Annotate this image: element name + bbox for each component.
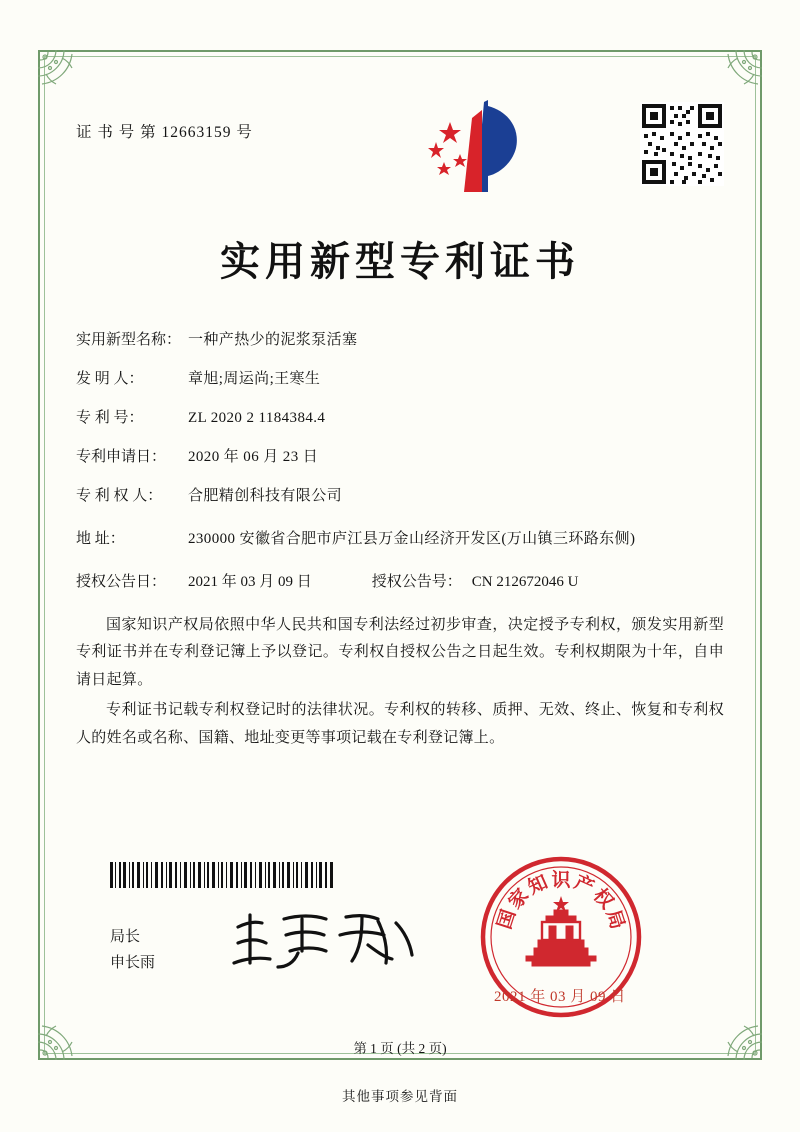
barcode-icon <box>110 862 335 888</box>
legal-paragraph-1: 国家知识产权局依照中华人民共和国专利法经过初步审查，决定授予专利权，颁发实用新型专利证书并在专利登记簿上予以登记。专利权自授权公告之日起生效。专利权期限为十年，自申请日起算。 <box>76 616 724 688</box>
page-footer: 第 1 页 (共 2 页) <box>353 1041 447 1056</box>
handwritten-signature-icon <box>228 905 428 975</box>
field-label: 实用新型名称： <box>76 332 182 348</box>
field-label: 专利申请日： <box>76 449 167 465</box>
field-row-inventor <box>76 372 724 387</box>
field-value: 合肥精创科技有限公司 <box>188 488 343 504</box>
svg-text:权: 权 <box>588 885 618 914</box>
field-row-application-date <box>76 450 724 465</box>
svg-text:局: 局 <box>601 907 628 932</box>
svg-text:国: 国 <box>494 907 521 932</box>
legal-paragraph-2: 专利证书记载专利权登记时的法律状况。专利权的转移、质押、无效、终止、恢复和专利权人的姓名或名称、国籍、地址变更等事项记载在专利登记簿上。 <box>76 701 724 746</box>
field-label: 发 明 人： <box>76 371 144 387</box>
signature-name: 申长雨 <box>110 954 156 971</box>
page-title: 实用新型专利证书 <box>220 239 580 284</box>
field-row-name <box>76 333 724 348</box>
field-value: 章旭;周运尚;王寒生 <box>188 371 321 387</box>
field-list <box>76 333 724 590</box>
certificate-content <box>76 96 724 754</box>
seal-date: 2021 年 03 月 09 日 <box>494 989 626 1005</box>
field-value: 230000 安徽省合肥市庐江县万金山经济开发区(万山镇三环路东侧) <box>188 531 636 547</box>
field-value: 2020 年 06 月 23 日 <box>188 449 319 465</box>
corner-ornament-icon <box>36 48 90 102</box>
legal-text <box>76 612 724 753</box>
svg-text:识: 识 <box>551 870 571 891</box>
field-value-secondary: CN 212672046 U <box>471 573 579 590</box>
field-value: ZL 2020 2 1184384.4 <box>188 410 326 426</box>
field-row-address <box>76 528 724 551</box>
field-label: 地 址： <box>76 531 125 547</box>
field-value: 一种产热少的泥浆泵活塞 <box>188 332 358 348</box>
field-label: 专 利 号： <box>76 410 144 426</box>
field-row-patentee <box>76 489 724 504</box>
field-row-patent-number <box>76 411 724 426</box>
field-label: 授权公告日： <box>76 573 167 590</box>
back-note: 其他事项参见背面 <box>342 1089 458 1104</box>
header-row <box>76 96 724 212</box>
field-label: 专 利 权 人： <box>76 488 163 504</box>
certificate-number: 证 书 号 第 12663159 号 <box>76 124 253 141</box>
field-label-secondary: 授权公告号： <box>371 573 462 590</box>
field-row-grant <box>76 575 724 590</box>
corner-ornament-icon <box>710 48 764 102</box>
svg-text:家: 家 <box>504 885 534 914</box>
qr-code-icon <box>640 102 724 186</box>
svg-text:产: 产 <box>571 871 597 899</box>
svg-text:知: 知 <box>525 871 551 899</box>
field-value: 2021 年 03 月 09 日 <box>188 573 312 590</box>
signature-block <box>110 925 155 976</box>
cnipa-logo-icon <box>398 96 528 204</box>
signature-role-label: 局长 <box>110 929 141 945</box>
